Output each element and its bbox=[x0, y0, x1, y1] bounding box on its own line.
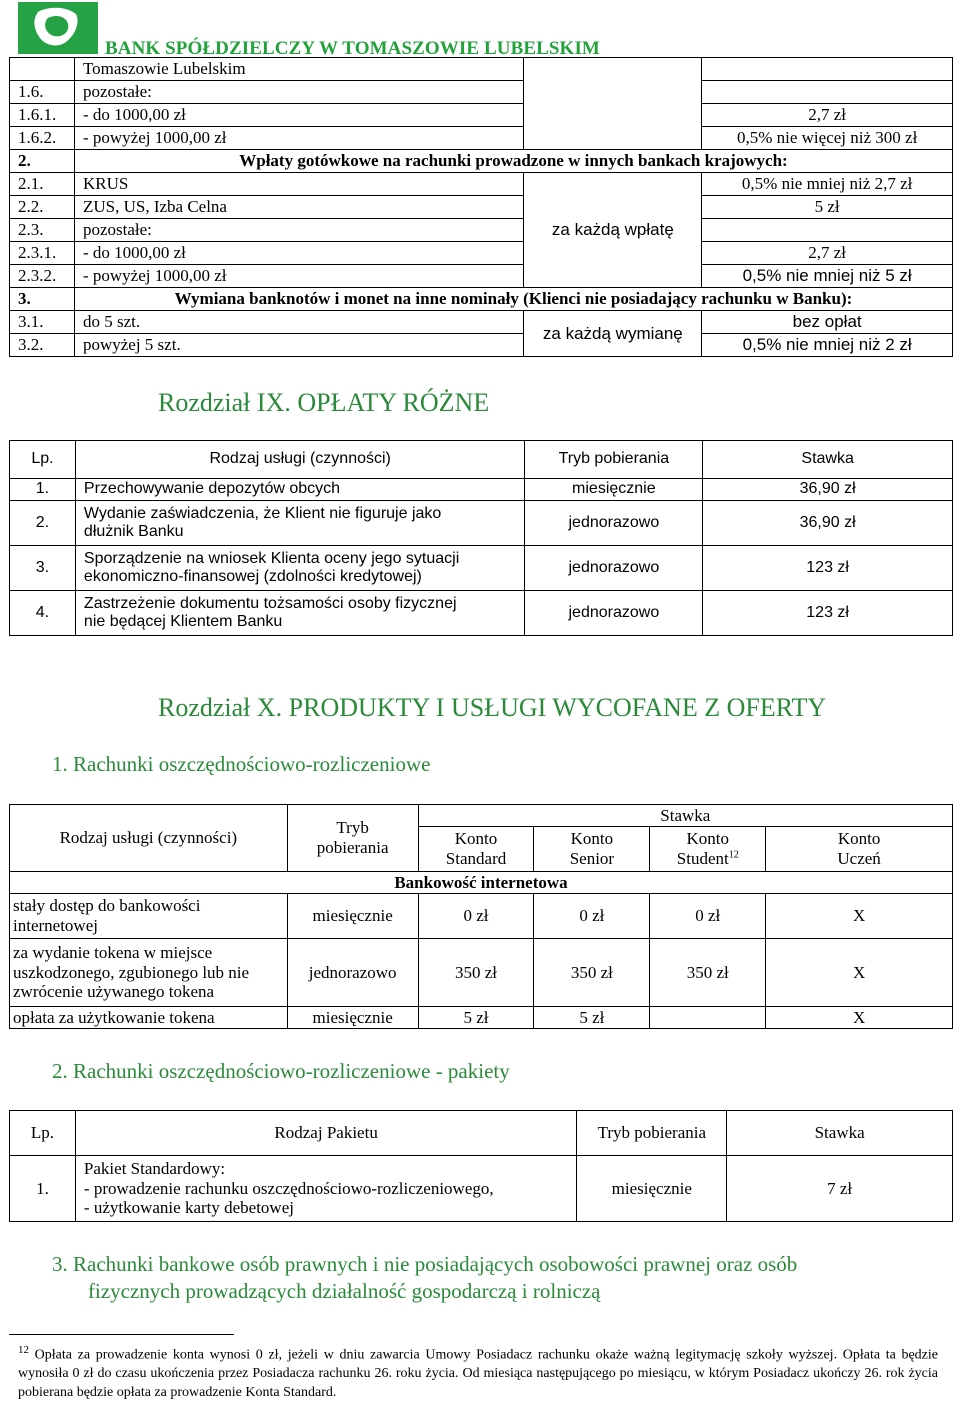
table-row: 3. Wymiana banknotów i monet na inne nominały (Klienci nie posiadający rachunku w Banku): bbox=[10, 288, 953, 311]
table-row: 2.3.2. - powyżej 1000,00 zł 0,5% nie mniej niż 5 zł bbox=[10, 265, 953, 288]
table-row: 1. Przechowywanie depozytów obcych miesięcznie 36,90 zł bbox=[10, 479, 953, 501]
fees-table-continued bbox=[9, 57, 953, 357]
table-row: 2.3.1. - do 1000,00 zł 2,7 zł bbox=[10, 242, 953, 265]
table-row: 1.6.2. - powyżej 1000,00 zł 0,5% nie więcej niż 300 zł bbox=[10, 127, 953, 150]
footnote-separator bbox=[9, 1334, 234, 1335]
mode-cell: za każdą wpłatę bbox=[524, 173, 702, 288]
section-title: Rozdział IX. OPŁATY RÓŻNE bbox=[158, 388, 490, 417]
section-title: Rozdział X. PRODUKTY I USŁUGI WYCOFANE Z OFERTY bbox=[158, 693, 827, 722]
withdrawn-accounts-table: Rodzaj usługi (czynności) Tryb pobierania Stawka Konto Standard Konto Senior Konto Student$^{12}$ Konto Uczeń Bankowość internetowa stały dostęp do bankowości internetowej miesięcznie 0 zł 0 zł 0 zł X za wydanie tokena w miejsce uszkodzonego, zgubionego lub nie zwrócenie używanego tokena jednorazowo 350 zł 350 zł 350 zł X opłata za użytkowanie tokena miesięcznie 5 zł 5 zł X bbox=[9, 804, 953, 1029]
table-row: 1.6.1. - do 1000,00 zł 2,7 zł bbox=[10, 104, 953, 127]
misc-fees-table bbox=[9, 440, 953, 636]
subsection-title: 3. Rachunki bankowe osób prawnych i nie posiadających osobowości prawnej oraz osób bbox=[52, 1252, 798, 1276]
mode-cell: za każdą wymianę bbox=[524, 311, 702, 357]
packages-table: Lp. Rodzaj Pakietu Tryb pobierania Stawka 1. Pakiet Standardowy: - prowadzenie rachunku oszczędnościowo-rozliczeniowego, - użytkowanie karty debetowej miesięcznie 7 zł bbox=[9, 1110, 953, 1222]
subsection-title: 1. Rachunki oszczędnościowo-rozliczeniowe bbox=[52, 752, 431, 776]
table-row: za wydanie tokena w miejsce uszkodzonego, zgubionego lub nie zwrócenie używanego tokena jednorazowo 350 zł 350 zł 350 zł X bbox=[10, 939, 953, 1007]
table-row: 2. Wydanie zaświadczenia, że Klient nie figuruje jako dłużnik Banku jednorazowo 36,90 zł bbox=[10, 501, 953, 546]
bank-logo bbox=[18, 2, 98, 54]
table-row: Tomaszowie Lubelskim bbox=[10, 58, 953, 81]
table-row: 2.2. ZUS, US, Izba Celna 5 zł bbox=[10, 196, 953, 219]
table-row: 3.1. do 5 szt. za każdą wymianę bez opłat bbox=[10, 311, 953, 334]
table-row: 3. Sporządzenie na wniosek Klienta oceny jego sytuacji ekonomiczno-finansowej (zdolności kredytowej) jednorazowo 123 zł bbox=[10, 546, 953, 591]
table-row: 3.2. powyżej 5 szt. 0,5% nie mniej niż 2 zł bbox=[10, 334, 953, 357]
table-header: Lp. Rodzaj usługi (czynności) Tryb pobierania Stawka bbox=[10, 441, 953, 479]
footnote: $^{12}$ Opłata za prowadzenie konta wynosi 0 zł, jeżeli w dniu zawarcia Umowy Posiadacz rachunku okaże ważną legitymację szkoły wyższej. Opłata ta będzie wynosiła 0 zł do czasu ukończenia przez Posiadacza rachunku 26. roku życia. Od miesiąca następującego po miesiącu, w którym Posiadacz ukończy 26. rok życia pobierana będzie opłata za prowadzenie Konta Standard. bbox=[18, 1344, 939, 1400]
bank-name: BANK SPÓŁDZIELCZY W TOMASZOWIE LUBELSKIM bbox=[105, 38, 600, 59]
table-row: 4. Zastrzeżenie dokumentu tożsamości osoby fizycznej nie będącej Klientem Banku jednorazowo 123 zł bbox=[10, 591, 953, 636]
subsection-title: fizycznych prowadzących działalność gospodarczą i rolniczą bbox=[88, 1279, 601, 1303]
table-row: 2.3. pozostałe: bbox=[10, 219, 953, 242]
subsection-title: 2. Rachunki oszczędnościowo-rozliczeniowe - pakiety bbox=[52, 1059, 510, 1083]
table-row: 1. Pakiet Standardowy: - prowadzenie rachunku oszczędnościowo-rozliczeniowego, - użytkowanie karty debetowej miesięcznie 7 zł bbox=[10, 1156, 953, 1222]
table-row: 1.6. pozostałe: bbox=[10, 81, 953, 104]
table-row: opłata za użytkowanie tokena miesięcznie 5 zł 5 zł X bbox=[10, 1007, 953, 1029]
table-row: stały dostęp do bankowości internetowej miesięcznie 0 zł 0 zł 0 zł X bbox=[10, 894, 953, 939]
table-row: 2. Wpłaty gotówkowe na rachunki prowadzone w innych bankach krajowych: bbox=[10, 150, 953, 173]
table-row: 2.1. KRUS za każdą wpłatę 0,5% nie mniej niż 2,7 zł bbox=[10, 173, 953, 196]
